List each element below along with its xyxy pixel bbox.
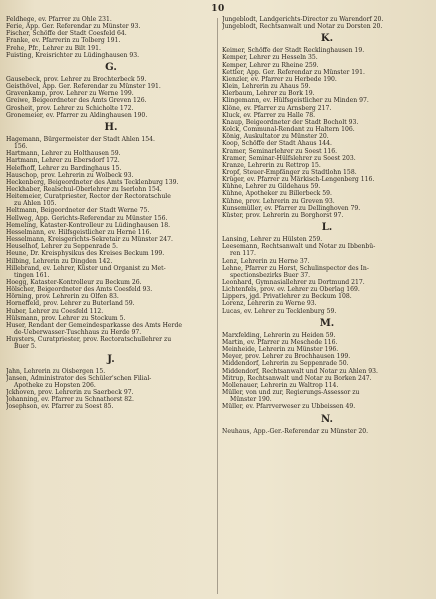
- entry-text: Hülsmann, prov. Lehrer zu Stockum 5.: [6, 314, 126, 322]
- register-entry: [6, 403, 216, 410]
- entry-text: Leesemann, Rechtsanwalt und Notar zu Ibbenbü-: [222, 243, 376, 251]
- entry-text: Küster, prov. Lehrerin zu Borghorst 97.: [222, 211, 344, 219]
- register-entry: [222, 83, 432, 90]
- register-entry: [222, 286, 432, 293]
- entry-text: Franke, ev. Pfarrerin zu Tolberg 191.: [6, 37, 121, 45]
- register-entry: [6, 52, 216, 59]
- section-letter: H.: [104, 121, 118, 133]
- entry-continuation: Buer 5.: [14, 343, 37, 351]
- register-entry: [222, 148, 432, 155]
- entry-text: Kühne, prov. Lehrerin zu Greven 93.: [222, 197, 335, 205]
- register-entry: [6, 308, 216, 315]
- entry-text: Lehne, Pfarrer zu Horst, Schulinspector des In-: [222, 264, 369, 272]
- entry-text: Hesselmann, Kreisgerichts-Sekretair zu Münster 247.: [6, 236, 173, 244]
- register-entry: [222, 190, 432, 197]
- entry-text: Kropf, Steuer-Empfänger zu Stadtlohn 158.: [222, 168, 357, 176]
- entry-text: Hauschop, prov. Lehrerin zu Wolbeck 93.: [6, 171, 134, 179]
- register-entry: [6, 37, 216, 44]
- register-entry: [222, 198, 432, 205]
- register-entry: [222, 126, 432, 133]
- register-entry: [6, 375, 216, 389]
- register-entry: [222, 236, 432, 243]
- register-entry: [6, 243, 216, 250]
- entry-text: Horneffeld, prov. Lehrer zu Buterland 59.: [6, 300, 135, 308]
- register-entry: [6, 193, 216, 207]
- register-entry: [6, 286, 216, 293]
- register-entry: [6, 293, 216, 300]
- entry-text: Martin, ev. Pfarrer zu Meschede 116.: [222, 338, 338, 346]
- entry-continuation: ren 117.: [230, 250, 256, 258]
- entry-text: Hörning, prov. Lehrerin zu Olfen 83.: [6, 293, 119, 301]
- entry-text: Kienzler, ev. Pfarrer zu Herbede 190.: [222, 75, 337, 83]
- register-entry: [222, 90, 432, 97]
- register-entry: [222, 16, 432, 23]
- register-entry: [6, 165, 216, 172]
- entry-text: Heitemeier, Curatpriester, Rector der Rectoratschule: [6, 193, 171, 201]
- section-letter: J.: [107, 353, 115, 365]
- section-letter: K.: [320, 33, 334, 45]
- register-entry: [222, 375, 432, 382]
- entry-continuation: 156.: [14, 143, 28, 151]
- register-entry: [6, 222, 216, 229]
- register-entry: [6, 97, 216, 104]
- register-entry: [222, 169, 432, 176]
- register-entry: [222, 368, 432, 375]
- entry-text: Klerbaum, Lehrer zu Bork 19.: [222, 90, 315, 98]
- entry-text: Heune, Dr. Kreisphysikus des Kreises Beckum 199.: [6, 250, 165, 258]
- entry-text: Helefhoff, Lehrer zu Bardinghaus 15.: [6, 164, 122, 172]
- entry-text: Jckhoven, prov. Lehrerin zu Saerbeck 97.: [6, 389, 134, 397]
- register-entry: [222, 119, 432, 126]
- register-entry: [6, 315, 216, 322]
- register-entry: [6, 23, 216, 30]
- register-entry: [6, 30, 216, 37]
- entry-text: Greiwe, Beigeordneter des Amts Greven 126.: [6, 97, 147, 105]
- entry-text: Mitrup, Rechtsanwalt und Notar zu Borken 247.: [222, 374, 372, 382]
- register-entry: [6, 150, 216, 157]
- register-entry: [6, 322, 216, 336]
- entry-text: Kühne, Apotheker zu Billerbeck 59.: [222, 190, 332, 198]
- entry-continuation: spectionsbezirks Buer 37.: [230, 271, 311, 279]
- entry-text: Huysters, Curatpriester, prov. Rectoratschullehrer zu: [6, 336, 172, 344]
- section-letter: N.: [321, 413, 333, 425]
- entry-text: Hilbing, Lehrerin zu Dingden 142.: [6, 257, 113, 265]
- register-entry: [222, 360, 432, 367]
- entry-text: Meyer, prov. Lehrer zu Brochhausen 199.: [222, 353, 351, 361]
- entry-text: Lenz, Lehrerin zu Herne 37.: [222, 257, 310, 265]
- register-entry: [222, 105, 432, 112]
- entry-text: Leonhard, Gymnasiallehrer zu Dortmund 217.: [222, 279, 365, 286]
- entry-text: Knaup, Beigeordneter der Stadt Bocholt 93.: [222, 118, 359, 126]
- register-entry: [222, 353, 432, 360]
- register-entry: [222, 155, 432, 162]
- entry-text: Krüger, ev. Pfarrer zu Märkisch-Lengenberg 116.: [222, 176, 375, 184]
- right-column: [222, 16, 432, 435]
- entry-text: König, Auskultator zu Münster 20.: [222, 133, 329, 141]
- register-entry: [6, 136, 216, 150]
- register-entry: [222, 112, 432, 119]
- register-entry: [6, 265, 216, 279]
- entry-text: Jungeblodt, Rechtsanwalt und Notar zu Dorsten 20.: [222, 23, 383, 31]
- register-entry: [6, 258, 216, 265]
- register-entry: [222, 183, 432, 190]
- entry-continuation: tingen 161.: [14, 271, 50, 279]
- entry-text: Lippers, jgd. Privatlehrer zu Beckum 108.: [222, 293, 352, 301]
- register-entry: [222, 243, 432, 257]
- entry-continuation: zu Ahlen 105.: [14, 200, 57, 208]
- page-number: 10: [211, 4, 225, 14]
- register-entry: [222, 97, 432, 104]
- entry-text: Kramer, Seminar-Hülfslehrer zu Soest 203.: [222, 154, 356, 162]
- entry-text: Lichtenfels, prov. ev. Lehrer zu Oberlag 169.: [222, 286, 360, 294]
- entry-text: Kramer, Seminarlehrer zu Soest 116.: [222, 147, 338, 155]
- entry-text: Kemper, Lehrer zu Rheine 259.: [222, 61, 319, 69]
- register-entry: [222, 382, 432, 389]
- register-entry: [222, 258, 432, 265]
- entry-text: Heckenberg, Beigeordneter des Amts Tecklenburg 139.: [6, 178, 179, 186]
- entry-text: Klingemann, ev. Hülfsgeistlicher zu Minden 97.: [222, 97, 369, 105]
- entry-text: Müller, von und zur, Regierungs-Assessor zu: [222, 389, 360, 397]
- entry-text: Grosheit, prov. Lehrer zu Schicholte 172.: [6, 104, 134, 112]
- entry-text: Hartmann, Lehrer zu Ebersdorf 172.: [6, 157, 120, 165]
- entry-text: Hesselmann, ev. Hilfsgeistlicher zu Herne 116.: [6, 228, 152, 236]
- register-entry: [222, 205, 432, 212]
- entry-text: Gausebeck, prov. Lehrer zu Brochterbeck 59.: [6, 75, 147, 83]
- register-entry: [222, 133, 432, 140]
- register-entry: [6, 300, 216, 307]
- register-entry: [222, 212, 432, 219]
- register-entry: [222, 62, 432, 69]
- entry-text: Hoegg, Kataster-Kontrolleur zu Beckum 26.: [6, 279, 142, 286]
- register-entry: [222, 293, 432, 300]
- register-entry: [6, 207, 216, 214]
- register-entry: [222, 308, 432, 315]
- section-letter: G.: [105, 61, 117, 73]
- register-entry: [6, 396, 216, 403]
- register-entry: [222, 54, 432, 61]
- register-entry: [222, 300, 432, 307]
- entry-text: Lansing, Lehrer zu Hülsten 259.: [222, 236, 323, 244]
- entry-text: Klöne, ev. Pfarrer zu Arnsberg 217.: [222, 104, 332, 112]
- register-entry: [222, 339, 432, 346]
- entry-text: Hillebrand, ev. Lehrer, Küster und Organist zu Met-: [6, 264, 166, 272]
- entry-text: Middendorf, Rechtsanwalt und Notar zu Ahlen 93.: [222, 367, 378, 375]
- entry-text: Heuselhof, Lehrer zu Seppenrade 5.: [6, 243, 118, 251]
- entry-text: Kunsemüller, ev. Pfarrer zu Dellinghoven 79.: [222, 204, 361, 212]
- register-entry: [6, 112, 216, 119]
- entry-text: Middendorf, Lehrerin zu Seppenrade 50.: [222, 360, 349, 368]
- register-entry: [6, 157, 216, 164]
- entry-text: Johanning, ev. Pfarrer zu Schnathorst 82.: [6, 396, 134, 404]
- entry-text: Josephson, ev. Pfarrer zu Soest 85.: [6, 403, 114, 411]
- entry-continuation: Münster 190.: [230, 396, 272, 404]
- section-letter: M.: [319, 317, 335, 329]
- entry-text: Feldhege, ev. Pfarrer zu Ohle 231.: [6, 16, 112, 23]
- register-entry: [6, 76, 216, 83]
- entry-text: Kühne, Lehrer zu Gildehaus 59.: [222, 183, 321, 191]
- entry-text: Kemper, Lehrer zu Hesseln 35.: [222, 54, 318, 62]
- entry-text: Geisthövel, App. Ger. Referendar zu Münster 191.: [6, 83, 161, 91]
- entry-text: Jungeblodt, Landgerichts-Director zu Warendorf 20.: [222, 16, 384, 23]
- entry-text: Heckhaber, Realschul-Oberlehrer zu Iserlohn 154.: [6, 185, 162, 193]
- register-entry: [6, 105, 216, 112]
- register-entry: [222, 162, 432, 169]
- entry-text: Hagemann, Bürgermeister der Stadt Ahlen 154.: [6, 135, 155, 143]
- entry-text: Fuisting, Kreisrichter zu Lüdinghausen 93.: [6, 51, 140, 59]
- entry-text: Ferie, App. Ger. Referendar zu Münster 93.: [6, 23, 141, 31]
- entry-text: Hartmann, Lehrer zu Holthausen 59.: [6, 150, 121, 158]
- register-entry: [222, 76, 432, 83]
- register-entry: [222, 279, 432, 286]
- entry-text: Neuhaus, App.-Ger.-Referendar zu Münster 20.: [222, 427, 369, 435]
- entry-text: Kolck, Communal-Rendant zu Haltern 106.: [222, 126, 355, 134]
- entry-text: Müller, ev. Pfarrverweser zu Ubbeissen 49.: [222, 403, 356, 411]
- register-entry: [222, 47, 432, 54]
- register-entry: [6, 172, 216, 179]
- entry-text: Hemeling, Kataster-Kontrolleur zu Lüdinghausen 18.: [6, 221, 171, 229]
- register-entry: [6, 215, 216, 222]
- register-entry: [6, 229, 216, 236]
- register-entry: [222, 428, 432, 435]
- entry-text: Mollenauer, Lehrerin zu Waltrop 114.: [222, 381, 339, 389]
- entry-text: Kettler, App. Ger. Referendar zu Münster 191.: [222, 68, 365, 76]
- entry-text: Kluck, ev. Pfarrer zu Halle 78.: [222, 111, 316, 119]
- entry-text: Lucas, ev. Lehrer zu Tecklenburg 59.: [222, 307, 337, 315]
- entry-text: Klein, Lehrerin zu Ahaus 59.: [222, 83, 311, 91]
- register-entry: [6, 179, 216, 186]
- entry-text: Kranze, Lehrerin zu Rettrop 15.: [222, 161, 321, 169]
- entry-text: Frehe, Pfr., Lehrer zu Bilt 191.: [6, 44, 101, 52]
- register-entry: [6, 83, 216, 90]
- left-column: [6, 16, 216, 411]
- entry-text: Gravenkamp, prov. Lehrer zu Werne 199.: [6, 90, 134, 98]
- entry-text: Jansen, Administrator des Schüler'schen Filial-: [6, 374, 152, 382]
- register-entry: [6, 389, 216, 396]
- entry-text: Keimer, Schöffe der Stadt Recklinghausen 19.: [222, 47, 365, 55]
- entry-continuation: Apotheke zu Hopsten 206.: [14, 381, 96, 389]
- section-letter: L.: [321, 222, 333, 234]
- register-entry: [222, 140, 432, 147]
- entry-continuation: de-Ueberwasser-Tuschhaus zu Herde 97.: [14, 329, 142, 337]
- entry-text: Lorenz, Lehrerin zu Werne 93.: [222, 300, 317, 308]
- entry-text: Fischer, Schöffe der Stadt Coesfeld 64.: [6, 30, 127, 38]
- register-entry: [6, 16, 216, 23]
- register-entry: [6, 279, 216, 286]
- entry-text: Gronemeier, ev. Pfarrer zu Aldinghausen 190.: [6, 111, 148, 119]
- entry-text: Huber, Lehrer zu Coesfeld 112.: [6, 307, 104, 315]
- register-entry: [6, 186, 216, 193]
- register-entry: [222, 265, 432, 279]
- register-entry: [222, 346, 432, 353]
- column-divider: [217, 18, 218, 594]
- register-entry: [222, 403, 432, 410]
- entry-text: Huser, Rendant der Gemeindesparkasse des Amts Herde: [6, 321, 182, 329]
- register-entry: [6, 45, 216, 52]
- entry-text: Hölscher, Beigeordneter des Amts Coesfeld 93.: [6, 286, 153, 294]
- register-entry: [222, 69, 432, 76]
- register-entry: [6, 368, 216, 375]
- entry-text: Jahn, Lehrerin zu Oisbergen 15.: [6, 367, 106, 375]
- register-entry: [222, 332, 432, 339]
- entry-text: Meinheide, Lehrerin zu Münster 196.: [222, 346, 339, 354]
- entry-text: Hellweg, App. Gerichts-Referendar zu Münster 156.: [6, 214, 168, 222]
- register-entry: [6, 250, 216, 257]
- register-entry: [222, 389, 432, 403]
- register-entry: [222, 23, 432, 30]
- register-entry: [222, 176, 432, 183]
- register-entry: [6, 90, 216, 97]
- entry-text: Marxfelding, Lehrerin zu Heiden 59.: [222, 331, 336, 339]
- register-entry: [6, 336, 216, 350]
- entry-text: Heltmann, Beigeordneter der Stadt Werne 75.: [6, 207, 150, 215]
- entry-text: Koop, Schöffe der Stadt Ahaus 144.: [222, 140, 332, 148]
- register-entry: [6, 236, 216, 243]
